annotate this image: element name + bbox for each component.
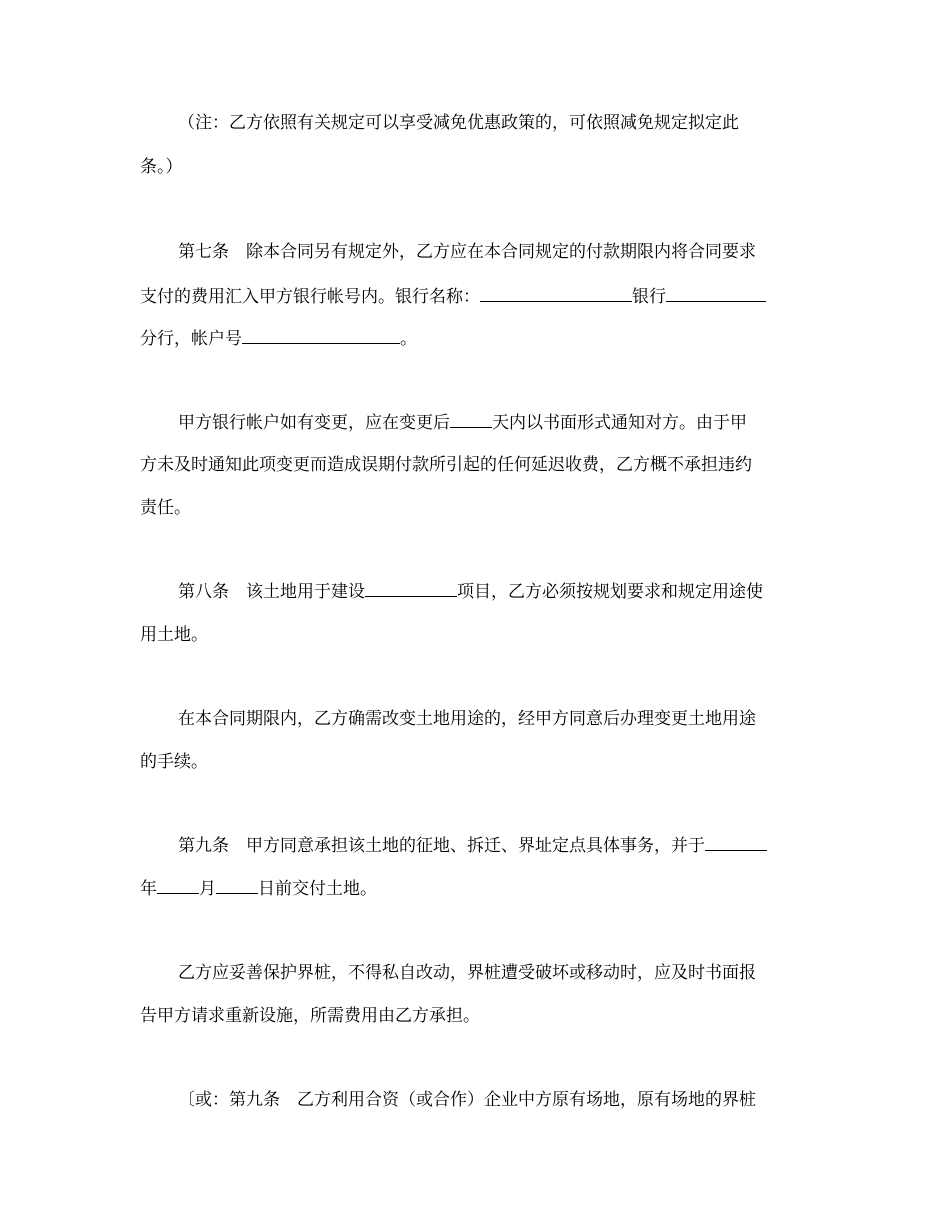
article8-line-2: 用土地。: [140, 625, 208, 645]
article9-line-2: 年 月 日前交付土地。: [140, 879, 377, 899]
article7-line-1: 第七条 除本合同另有规定外，乙方应在本合同规定的付款期限内将合同要求: [178, 242, 756, 262]
alt-article9-line-1: 〔或：第九条 乙方利用合资（或合作）企业中方原有场地，原有场地的界桩: [178, 1090, 756, 1110]
boundary-line-2: 告甲方请求重新设施，所需费用由乙方承担。: [140, 1006, 480, 1026]
bank-change-line-2: 方未及时通知此项变更而造成误期付款所引起的任何延迟收费，乙方概不承担违约: [140, 455, 752, 475]
bank-name-blank: [480, 285, 632, 302]
month-blank: [157, 877, 199, 894]
branch-blank: [666, 285, 766, 302]
article9-line-1: 第九条 甲方同意承担该土地的征地、拆迁、界址定点具体事务，并于: [178, 834, 818, 858]
year-blank: [705, 834, 767, 851]
account-number-blank: [242, 327, 400, 344]
change-use-line-1: 在本合同期限内，乙方确需改变土地用途的，经甲方同意后办理变更土地用途: [178, 709, 756, 729]
article7-line-2: 支付的费用汇入甲方银行帐号内。银行名称： 银行: [140, 285, 820, 309]
article7-line-3: 分行，帐户号 。: [140, 329, 417, 349]
project-name-blank: [365, 580, 457, 597]
note-line-1: （注：乙方依照有关规定可以享受减免优惠政策的，可依照减免规定拟定此: [178, 113, 739, 133]
article8-line-1: 第八条 该土地用于建设 项目，乙方必须按规划要求和规定用途使: [178, 582, 763, 602]
bank-change-line-3: 责任。: [140, 498, 191, 518]
note-line-2: 条。）: [140, 157, 183, 177]
change-use-line-2: 的手续。: [140, 752, 208, 772]
day-blank: [216, 877, 258, 894]
notice-days-blank: [450, 411, 492, 428]
boundary-line-1: 乙方应妥善保护界桩，不得私自改动，界桩遭受破坏或移动时，应及时书面报: [178, 963, 756, 983]
bank-change-line-1: 甲方银行帐户如有变更，应在变更后 天内以书面形式通知对方。由于甲: [178, 413, 747, 433]
